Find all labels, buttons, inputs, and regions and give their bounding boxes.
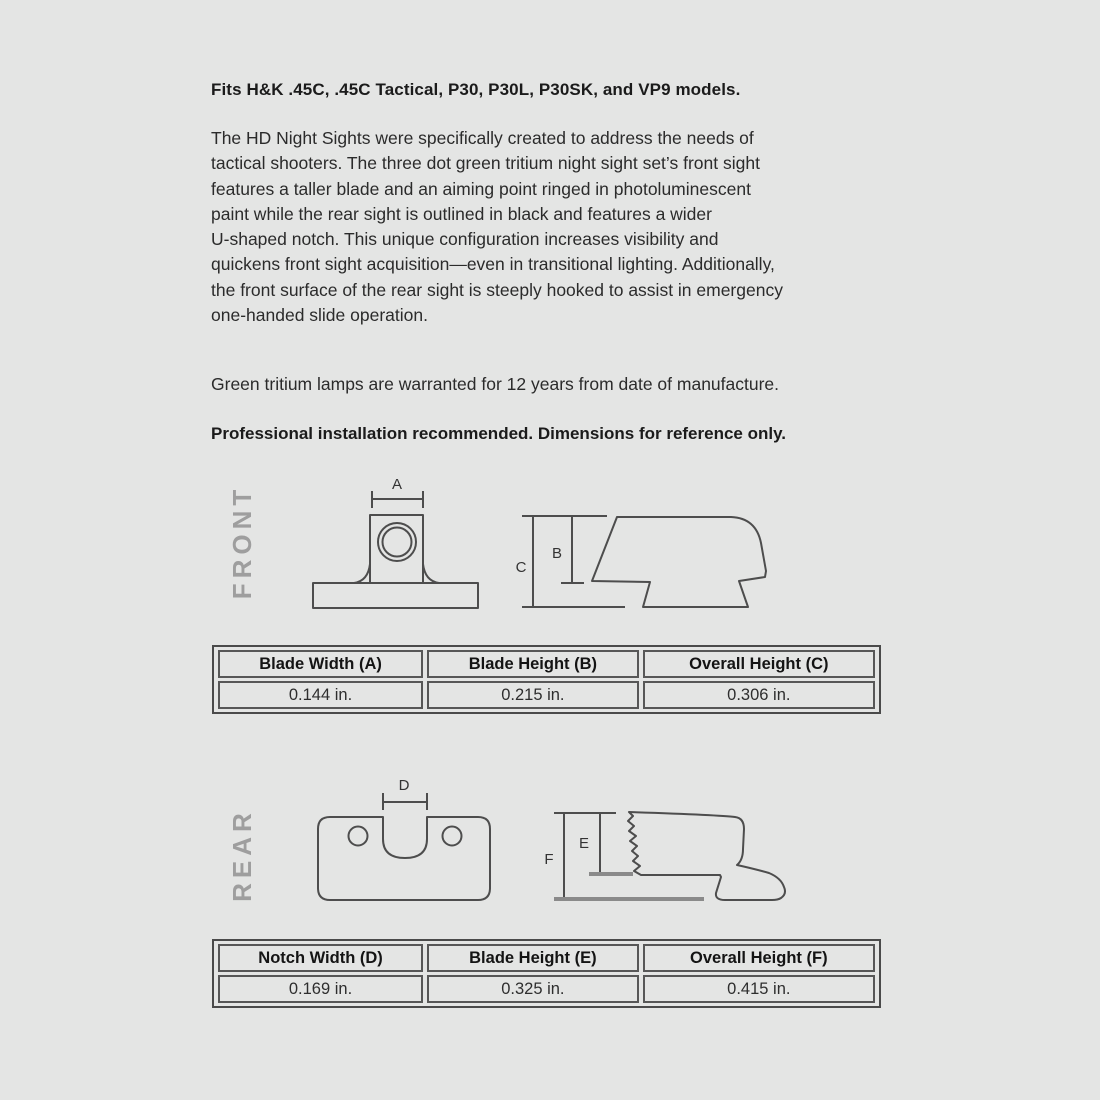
- table-header-row: [218, 650, 875, 678]
- front-sight-profile: [592, 517, 766, 607]
- dim-label-f: F: [544, 851, 554, 868]
- front-base: [313, 583, 478, 608]
- table-value-cell: 0.306 in.: [643, 681, 875, 709]
- table-value-cell: 0.169 in.: [218, 975, 423, 1003]
- dim-label-b: B: [551, 545, 563, 562]
- table-header-row: [218, 944, 875, 972]
- warranty-statement: Green tritium lamps are warranted for 12 years from date of manufacture.: [211, 374, 780, 394]
- rear-dot-left: [349, 827, 368, 846]
- table-value-cell: 0.144 in.: [218, 681, 423, 709]
- table-value-cell: 0.415 in.: [643, 975, 875, 1003]
- rear-section-label: REAR: [227, 808, 257, 902]
- front-sight-side-view: [516, 516, 766, 607]
- table-header-cell: Blade Width (A): [218, 650, 423, 678]
- intro-line: quickens front sight acquisition—even in transitional lighting. Additionally,: [211, 254, 775, 275]
- intro-line: The HD Night Sights were specifically created to address the needs of: [211, 128, 754, 148]
- rear-sight-body: [318, 817, 490, 900]
- rear-sight-diagram: [210, 770, 810, 910]
- intro-line: tactical shooters. The three dot green tritium night sight set’s front sight: [211, 153, 760, 174]
- front-dimensions-table: [212, 645, 881, 714]
- table-header-cell: Blade Height (E): [427, 944, 639, 972]
- installation-note: Professional installation recommended. Dimensions for reference only.: [211, 424, 787, 443]
- intro-line: features a taller blade and an aiming point ringed in photoluminescent: [211, 178, 751, 199]
- intro-line: U-shaped notch. This unique configuration increases visibility and: [211, 229, 719, 250]
- front-section-label: FRONT: [227, 484, 257, 600]
- rear-sight-front-view: [318, 777, 490, 900]
- front-sight-diagram: [210, 455, 790, 625]
- fitment-heading: Fits H&K .45C, .45C Tactical, P30, P30L, P30SK, and VP9 models.: [211, 80, 741, 99]
- dim-label-c: C: [515, 559, 527, 576]
- table-header-cell: Notch Width (D): [218, 944, 423, 972]
- dim-label-e: E: [578, 835, 590, 852]
- rear-sight-profile: [628, 812, 785, 900]
- table-value-row: [218, 975, 875, 1003]
- table-header-cell: Overall Height (C): [643, 650, 875, 678]
- table-value-cell: 0.325 in.: [427, 975, 639, 1003]
- table-value-cell: 0.215 in.: [427, 681, 639, 709]
- rear-dot-right: [443, 827, 462, 846]
- dim-label-d: D: [398, 777, 410, 794]
- rear-dimensions-table: [212, 939, 881, 1008]
- table-header-cell: Overall Height (F): [643, 944, 875, 972]
- tritium-ring-outer: [378, 523, 416, 561]
- intro-line: the front surface of the rear sight is steeply hooked to assist in emergency: [211, 279, 783, 300]
- front-sight-front-view: [313, 476, 478, 608]
- intro-line: one-handed slide operation.: [211, 305, 428, 326]
- intro-line: paint while the rear sight is outlined in black and features a wider: [211, 203, 712, 224]
- dim-label-a: A: [391, 476, 403, 493]
- product-description: [211, 126, 911, 328]
- rear-sight-side-view: [544, 812, 785, 900]
- table-value-row: [218, 681, 875, 709]
- tritium-ring-inner: [383, 528, 412, 557]
- table-header-cell: Blade Height (B): [427, 650, 639, 678]
